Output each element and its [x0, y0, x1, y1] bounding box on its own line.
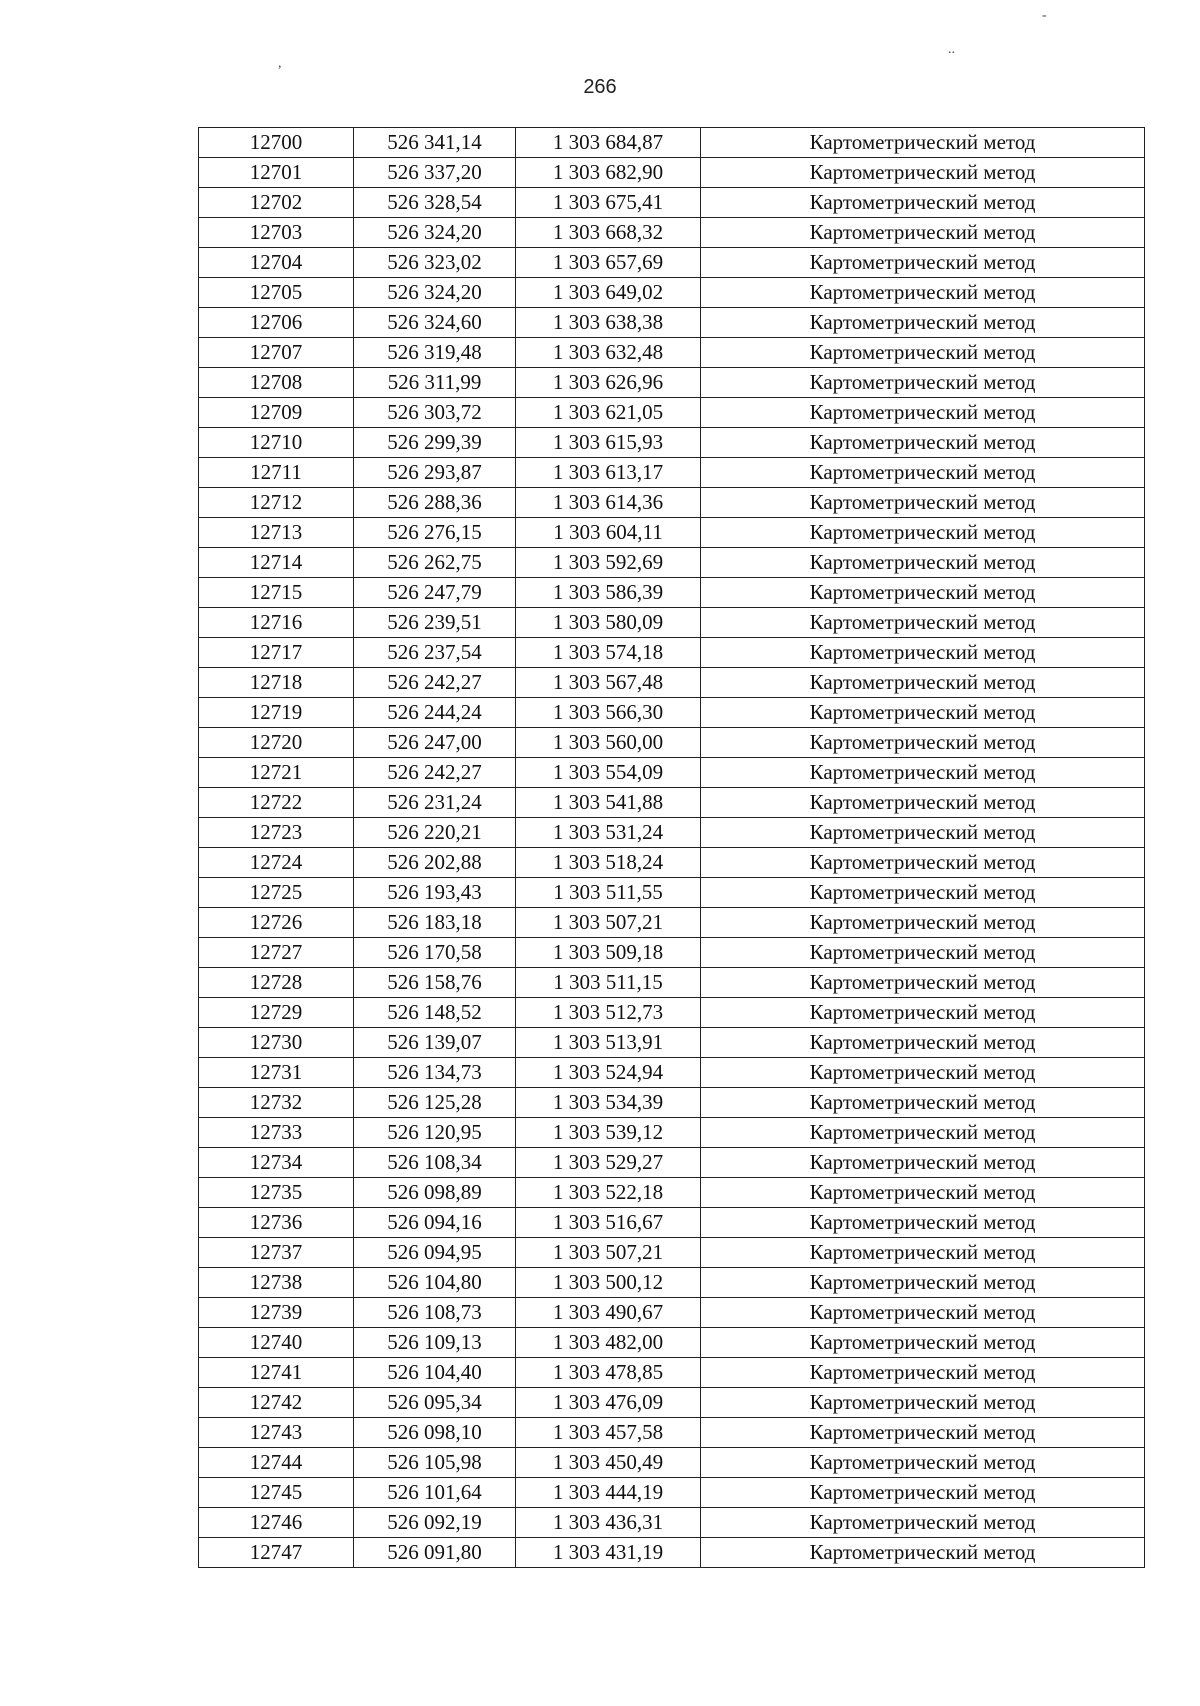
x-coordinate-cell: 526 299,39 — [354, 428, 516, 458]
method-cell: Картометрический метод — [701, 398, 1145, 428]
x-coordinate-cell: 526 193,43 — [354, 878, 516, 908]
method-cell: Картометрический метод — [701, 1298, 1145, 1328]
method-cell: Картометрический метод — [701, 848, 1145, 878]
point-number-cell: 12720 — [199, 728, 354, 758]
x-coordinate-cell: 526 104,80 — [354, 1268, 516, 1298]
point-number-cell: 12726 — [199, 908, 354, 938]
table-row — [199, 848, 1145, 878]
x-coordinate-cell: 526 244,24 — [354, 698, 516, 728]
table-row — [199, 878, 1145, 908]
table-row — [199, 338, 1145, 368]
point-number-cell: 12738 — [199, 1268, 354, 1298]
x-coordinate-cell: 526 139,07 — [354, 1028, 516, 1058]
point-number-cell: 12722 — [199, 788, 354, 818]
y-coordinate-cell: 1 303 507,21 — [516, 908, 701, 938]
method-cell: Картометрический метод — [701, 788, 1145, 818]
point-number-cell: 12747 — [199, 1538, 354, 1568]
point-number-cell: 12736 — [199, 1208, 354, 1238]
table-row — [199, 1208, 1145, 1238]
table-row — [199, 1088, 1145, 1118]
y-coordinate-cell: 1 303 586,39 — [516, 578, 701, 608]
point-number-cell: 12717 — [199, 638, 354, 668]
scan-speck: .. — [948, 42, 955, 57]
x-coordinate-cell: 526 104,40 — [354, 1358, 516, 1388]
point-number-cell: 12741 — [199, 1358, 354, 1388]
x-coordinate-cell: 526 108,34 — [354, 1148, 516, 1178]
table-row — [199, 488, 1145, 518]
y-coordinate-cell: 1 303 531,24 — [516, 818, 701, 848]
x-coordinate-cell: 526 134,73 — [354, 1058, 516, 1088]
method-cell: Картометрический метод — [701, 1028, 1145, 1058]
x-coordinate-cell: 526 337,20 — [354, 158, 516, 188]
method-cell: Картометрический метод — [701, 548, 1145, 578]
table-row — [199, 188, 1145, 218]
y-coordinate-cell: 1 303 516,67 — [516, 1208, 701, 1238]
table-row — [199, 638, 1145, 668]
point-number-cell: 12742 — [199, 1388, 354, 1418]
table-row — [199, 398, 1145, 428]
y-coordinate-cell: 1 303 604,11 — [516, 518, 701, 548]
method-cell: Картометрический метод — [701, 1208, 1145, 1238]
method-cell: Картометрический метод — [701, 218, 1145, 248]
method-cell: Картометрический метод — [701, 458, 1145, 488]
point-number-cell: 12702 — [199, 188, 354, 218]
y-coordinate-cell: 1 303 511,55 — [516, 878, 701, 908]
method-cell: Картометрический метод — [701, 968, 1145, 998]
x-coordinate-cell: 526 094,16 — [354, 1208, 516, 1238]
method-cell: Картометрический метод — [701, 698, 1145, 728]
table-row — [199, 368, 1145, 398]
y-coordinate-cell: 1 303 507,21 — [516, 1238, 701, 1268]
y-coordinate-cell: 1 303 431,19 — [516, 1538, 701, 1568]
point-number-cell: 12723 — [199, 818, 354, 848]
point-number-cell: 12710 — [199, 428, 354, 458]
table-row — [199, 1298, 1145, 1328]
method-cell: Картометрический метод — [701, 818, 1145, 848]
y-coordinate-cell: 1 303 436,31 — [516, 1508, 701, 1538]
point-number-cell: 12739 — [199, 1298, 354, 1328]
scan-speck: - — [1042, 8, 1047, 23]
method-cell: Картометрический метод — [701, 1538, 1145, 1568]
x-coordinate-cell: 526 202,88 — [354, 848, 516, 878]
x-coordinate-cell: 526 231,24 — [354, 788, 516, 818]
point-number-cell: 12743 — [199, 1418, 354, 1448]
x-coordinate-cell: 526 170,58 — [354, 938, 516, 968]
x-coordinate-cell: 526 220,21 — [354, 818, 516, 848]
y-coordinate-cell: 1 303 444,19 — [516, 1478, 701, 1508]
x-coordinate-cell: 526 098,10 — [354, 1418, 516, 1448]
table-row — [199, 908, 1145, 938]
y-coordinate-cell: 1 303 524,94 — [516, 1058, 701, 1088]
y-coordinate-cell: 1 303 567,48 — [516, 668, 701, 698]
table-row — [199, 968, 1145, 998]
point-number-cell: 12707 — [199, 338, 354, 368]
table-row — [199, 1538, 1145, 1568]
x-coordinate-cell: 526 101,64 — [354, 1478, 516, 1508]
y-coordinate-cell: 1 303 592,69 — [516, 548, 701, 578]
method-cell: Картометрический метод — [701, 1418, 1145, 1448]
y-coordinate-cell: 1 303 554,09 — [516, 758, 701, 788]
method-cell: Картометрический метод — [701, 308, 1145, 338]
table-row — [199, 1268, 1145, 1298]
point-number-cell: 12706 — [199, 308, 354, 338]
y-coordinate-cell: 1 303 511,15 — [516, 968, 701, 998]
scan-speck: , — [278, 56, 282, 71]
method-cell: Картометрический метод — [701, 1448, 1145, 1478]
method-cell: Картометрический метод — [701, 518, 1145, 548]
x-coordinate-cell: 526 293,87 — [354, 458, 516, 488]
y-coordinate-cell: 1 303 580,09 — [516, 608, 701, 638]
point-number-cell: 12724 — [199, 848, 354, 878]
table-row — [199, 308, 1145, 338]
table-row — [199, 728, 1145, 758]
x-coordinate-cell: 526 324,20 — [354, 278, 516, 308]
y-coordinate-cell: 1 303 626,96 — [516, 368, 701, 398]
y-coordinate-cell: 1 303 621,05 — [516, 398, 701, 428]
y-coordinate-cell: 1 303 490,67 — [516, 1298, 701, 1328]
coordinates-table-body — [199, 128, 1145, 1568]
method-cell: Картометрический метод — [701, 488, 1145, 518]
method-cell: Картометрический метод — [701, 938, 1145, 968]
method-cell: Картометрический метод — [701, 1358, 1145, 1388]
table-row — [199, 1388, 1145, 1418]
method-cell: Картометрический метод — [701, 728, 1145, 758]
x-coordinate-cell: 526 311,99 — [354, 368, 516, 398]
table-row — [199, 1118, 1145, 1148]
y-coordinate-cell: 1 303 518,24 — [516, 848, 701, 878]
method-cell: Картометрический метод — [701, 158, 1145, 188]
x-coordinate-cell: 526 242,27 — [354, 758, 516, 788]
table-row — [199, 1028, 1145, 1058]
table-row — [199, 698, 1145, 728]
x-coordinate-cell: 526 303,72 — [354, 398, 516, 428]
point-number-cell: 12714 — [199, 548, 354, 578]
x-coordinate-cell: 526 120,95 — [354, 1118, 516, 1148]
point-number-cell: 12732 — [199, 1088, 354, 1118]
point-number-cell: 12735 — [199, 1178, 354, 1208]
x-coordinate-cell: 526 092,19 — [354, 1508, 516, 1538]
point-number-cell: 12740 — [199, 1328, 354, 1358]
point-number-cell: 12716 — [199, 608, 354, 638]
method-cell: Картометрический метод — [701, 608, 1145, 638]
x-coordinate-cell: 526 158,76 — [354, 968, 516, 998]
x-coordinate-cell: 526 319,48 — [354, 338, 516, 368]
y-coordinate-cell: 1 303 574,18 — [516, 638, 701, 668]
x-coordinate-cell: 526 091,80 — [354, 1538, 516, 1568]
point-number-cell: 12721 — [199, 758, 354, 788]
table-row — [199, 578, 1145, 608]
x-coordinate-cell: 526 098,89 — [354, 1178, 516, 1208]
x-coordinate-cell: 526 108,73 — [354, 1298, 516, 1328]
table-row — [199, 1448, 1145, 1478]
point-number-cell: 12715 — [199, 578, 354, 608]
table-row — [199, 428, 1145, 458]
point-number-cell: 12713 — [199, 518, 354, 548]
table-row — [199, 998, 1145, 1028]
y-coordinate-cell: 1 303 675,41 — [516, 188, 701, 218]
method-cell: Картометрический метод — [701, 1088, 1145, 1118]
table-row — [199, 668, 1145, 698]
table-row — [199, 128, 1145, 158]
method-cell: Картометрический метод — [701, 1148, 1145, 1178]
point-number-cell: 12727 — [199, 938, 354, 968]
y-coordinate-cell: 1 303 513,91 — [516, 1028, 701, 1058]
point-number-cell: 12704 — [199, 248, 354, 278]
x-coordinate-cell: 526 094,95 — [354, 1238, 516, 1268]
method-cell: Картометрический метод — [701, 1058, 1145, 1088]
x-coordinate-cell: 526 148,52 — [354, 998, 516, 1028]
y-coordinate-cell: 1 303 482,00 — [516, 1328, 701, 1358]
method-cell: Картометрический метод — [701, 878, 1145, 908]
table-row — [199, 218, 1145, 248]
y-coordinate-cell: 1 303 649,02 — [516, 278, 701, 308]
point-number-cell: 12734 — [199, 1148, 354, 1178]
table-row — [199, 1058, 1145, 1088]
x-coordinate-cell: 526 242,27 — [354, 668, 516, 698]
x-coordinate-cell: 526 237,54 — [354, 638, 516, 668]
y-coordinate-cell: 1 303 450,49 — [516, 1448, 701, 1478]
method-cell: Картометрический метод — [701, 1238, 1145, 1268]
y-coordinate-cell: 1 303 614,36 — [516, 488, 701, 518]
method-cell: Картометрический метод — [701, 1178, 1145, 1208]
y-coordinate-cell: 1 303 560,00 — [516, 728, 701, 758]
method-cell: Картометрический метод — [701, 758, 1145, 788]
method-cell: Картометрический метод — [701, 1478, 1145, 1508]
table-row — [199, 518, 1145, 548]
method-cell: Картометрический метод — [701, 1268, 1145, 1298]
y-coordinate-cell: 1 303 638,38 — [516, 308, 701, 338]
y-coordinate-cell: 1 303 668,32 — [516, 218, 701, 248]
point-number-cell: 12725 — [199, 878, 354, 908]
y-coordinate-cell: 1 303 534,39 — [516, 1088, 701, 1118]
method-cell: Картометрический метод — [701, 368, 1145, 398]
x-coordinate-cell: 526 095,34 — [354, 1388, 516, 1418]
table-row — [199, 1238, 1145, 1268]
point-number-cell: 12731 — [199, 1058, 354, 1088]
x-coordinate-cell: 526 125,28 — [354, 1088, 516, 1118]
y-coordinate-cell: 1 303 566,30 — [516, 698, 701, 728]
method-cell: Картометрический метод — [701, 1508, 1145, 1538]
method-cell: Картометрический метод — [701, 908, 1145, 938]
table-row — [199, 1358, 1145, 1388]
y-coordinate-cell: 1 303 476,09 — [516, 1388, 701, 1418]
point-number-cell: 12709 — [199, 398, 354, 428]
point-number-cell: 12708 — [199, 368, 354, 398]
method-cell: Картометрический метод — [701, 278, 1145, 308]
point-number-cell: 12730 — [199, 1028, 354, 1058]
method-cell: Картометрический метод — [701, 338, 1145, 368]
y-coordinate-cell: 1 303 682,90 — [516, 158, 701, 188]
method-cell: Картометрический метод — [701, 998, 1145, 1028]
method-cell: Картометрический метод — [701, 428, 1145, 458]
table-row — [199, 1418, 1145, 1448]
y-coordinate-cell: 1 303 512,73 — [516, 998, 701, 1028]
table-row — [199, 788, 1145, 818]
method-cell: Картометрический метод — [701, 248, 1145, 278]
x-coordinate-cell: 526 341,14 — [354, 128, 516, 158]
x-coordinate-cell: 526 323,02 — [354, 248, 516, 278]
method-cell: Картометрический метод — [701, 1118, 1145, 1148]
point-number-cell: 12703 — [199, 218, 354, 248]
point-number-cell: 12711 — [199, 458, 354, 488]
x-coordinate-cell: 526 328,54 — [354, 188, 516, 218]
table-row — [199, 248, 1145, 278]
y-coordinate-cell: 1 303 509,18 — [516, 938, 701, 968]
table-row — [199, 1328, 1145, 1358]
method-cell: Картометрический метод — [701, 128, 1145, 158]
x-coordinate-cell: 526 288,36 — [354, 488, 516, 518]
point-number-cell: 12737 — [199, 1238, 354, 1268]
point-number-cell: 12729 — [199, 998, 354, 1028]
y-coordinate-cell: 1 303 478,85 — [516, 1358, 701, 1388]
point-number-cell: 12718 — [199, 668, 354, 698]
x-coordinate-cell: 526 262,75 — [354, 548, 516, 578]
x-coordinate-cell: 526 247,00 — [354, 728, 516, 758]
y-coordinate-cell: 1 303 657,69 — [516, 248, 701, 278]
point-number-cell: 12728 — [199, 968, 354, 998]
point-number-cell: 12745 — [199, 1478, 354, 1508]
point-number-cell: 12700 — [199, 128, 354, 158]
point-number-cell: 12746 — [199, 1508, 354, 1538]
x-coordinate-cell: 526 239,51 — [354, 608, 516, 638]
table-row — [199, 1508, 1145, 1538]
x-coordinate-cell: 526 183,18 — [354, 908, 516, 938]
y-coordinate-cell: 1 303 632,48 — [516, 338, 701, 368]
point-number-cell: 12744 — [199, 1448, 354, 1478]
table-row — [199, 158, 1145, 188]
y-coordinate-cell: 1 303 541,88 — [516, 788, 701, 818]
method-cell: Картометрический метод — [701, 638, 1145, 668]
x-coordinate-cell: 526 276,15 — [354, 518, 516, 548]
table-row — [199, 1478, 1145, 1508]
x-coordinate-cell: 526 109,13 — [354, 1328, 516, 1358]
method-cell: Картометрический метод — [701, 1388, 1145, 1418]
point-number-cell: 12719 — [199, 698, 354, 728]
y-coordinate-cell: 1 303 684,87 — [516, 128, 701, 158]
table-row — [199, 608, 1145, 638]
method-cell: Картометрический метод — [701, 188, 1145, 218]
y-coordinate-cell: 1 303 522,18 — [516, 1178, 701, 1208]
page-number: 266 — [583, 76, 617, 98]
method-cell: Картометрический метод — [701, 578, 1145, 608]
y-coordinate-cell: 1 303 615,93 — [516, 428, 701, 458]
point-number-cell: 12705 — [199, 278, 354, 308]
table-row — [199, 758, 1145, 788]
y-coordinate-cell: 1 303 500,12 — [516, 1268, 701, 1298]
point-number-cell: 12701 — [199, 158, 354, 188]
table-row — [199, 458, 1145, 488]
table-row — [199, 1178, 1145, 1208]
point-number-cell: 12712 — [199, 488, 354, 518]
y-coordinate-cell: 1 303 539,12 — [516, 1118, 701, 1148]
y-coordinate-cell: 1 303 529,27 — [516, 1148, 701, 1178]
y-coordinate-cell: 1 303 457,58 — [516, 1418, 701, 1448]
table-row — [199, 548, 1145, 578]
table-row — [199, 818, 1145, 848]
x-coordinate-cell: 526 324,60 — [354, 308, 516, 338]
method-cell: Картометрический метод — [701, 668, 1145, 698]
point-number-cell: 12733 — [199, 1118, 354, 1148]
x-coordinate-cell: 526 105,98 — [354, 1448, 516, 1478]
y-coordinate-cell: 1 303 613,17 — [516, 458, 701, 488]
x-coordinate-cell: 526 247,79 — [354, 578, 516, 608]
table-row — [199, 1148, 1145, 1178]
table-row — [199, 938, 1145, 968]
table-row — [199, 278, 1145, 308]
coordinates-table — [198, 127, 1145, 1568]
method-cell: Картометрический метод — [701, 1328, 1145, 1358]
x-coordinate-cell: 526 324,20 — [354, 218, 516, 248]
